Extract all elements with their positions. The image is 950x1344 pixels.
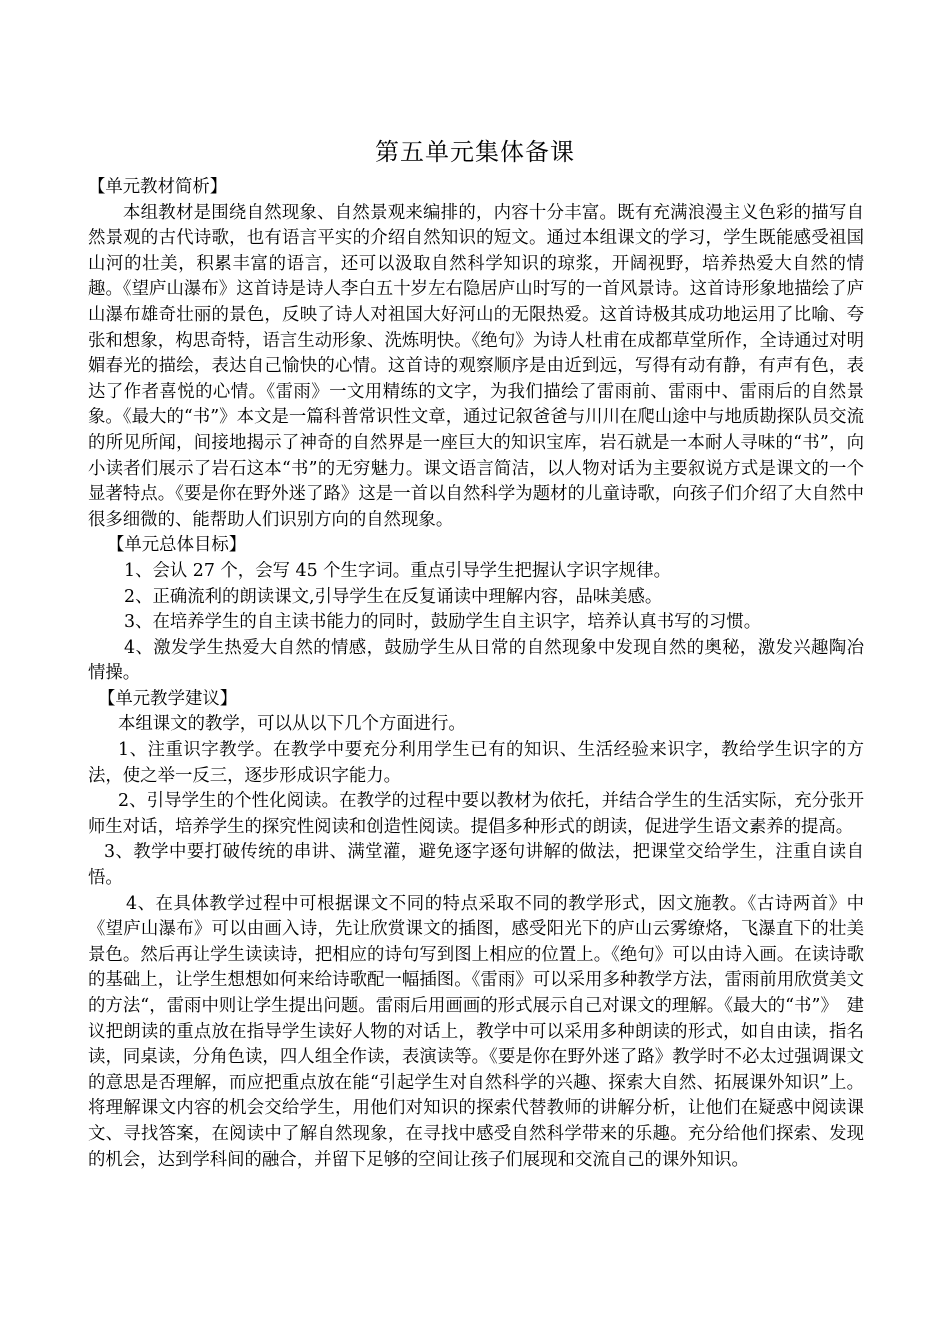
- page-title: 第五单元集体备课: [375, 138, 575, 166]
- goal-item-4: 4、激发学生热爱大自然的情感，鼓励学生从日常的自然现象中发现自然的奥秘，激发兴趣陶冶情操。: [88, 637, 864, 684]
- suggestion-item-4: 4、在具体教学过程中可根据课文不同的特点采取不同的教学形式，因文施教。《古诗两首》中《望庐山瀑布》可以由画入诗，先让欣赏课文的插图，感受阳光下的庐山云雾缭烙，飞瀑直下的壮美景色。然后再让学生读读诗，把相应的诗句写到图上相应的位置上。《绝句》可以由诗入画。在读诗歌的基础上，让学生想想如何来给诗歌配一幅插图。《雷雨》可以采用多种教学方法，雷雨前用欣赏美文的方法“，雷雨中则让学生提出问题。雷雨后用画画的形式展示自己对课文的理解。《最大的“书”》 建议把朗读的重点放在指导学生读好人物的对话上，教学中可以采用多种朗读的形式，如自由读，指名读，同桌读，分角色读，四人组全作读，表演读等。《要是你在野外迷了路》教学时不必太过强调课文的意思是否理解，而应把重点放在能“引起学生对自然科学的兴趣、探索大自然、拓展课外知识”上。将理解课文内容的机会交给学生，用他们对知识的探索代替教师的讲解分析，让他们在疑惑中阅读课文、寻找答案，在阅读中了解自然现象，在寻找中感受自然科学带来的乐趣。充分给他们探索、发现的机会，达到学科间的融合，并留下足够的空间让孩子们展现和交流自己的课外知识。: [88, 893, 864, 1170]
- section-heading-suggestions: 【单元教学建议】: [98, 688, 238, 709]
- suggestion-item-2: 2、引导学生的个性化阅读。在教学的过程中要以教材为依托，并结合学生的生活实际，充分张开师生对话，培养学生的探究性阅读和创造性阅读。提倡多种形式的朗读，促进学生语文素养的提高。: [88, 791, 864, 837]
- suggestion-item-1: 1、注重识字教学。在教学中要充分利用学生已有的知识、生活经验来识字，教给学生识字的方法，使之举一反三，逐步形成识字能力。: [88, 740, 864, 786]
- goal-item-2: 2、正确流利的朗读课文,引导学生在反复诵读中理解内容，品味美感。: [124, 586, 663, 607]
- goal-item-1: 1、会认 27 个，会写 45 个生字词。重点引导学生把握认字识字规律。: [124, 560, 671, 581]
- section-heading-goals: 【单元总体目标】: [107, 535, 247, 556]
- document-body: [88, 175, 864, 1173]
- goal-item-3: 3、在培养学生的自主读书能力的同时，鼓励学生自主识字，培养认真书写的习惯。: [124, 612, 762, 633]
- analysis-paragraph: 本组教材是围绕自然现象、自然景观来编排的，内容十分丰富。既有充满浪漫主义色彩的描写自然景观的古代诗歌，也有语言平实的介绍自然知识的短文。通过本组课文的学习，学生既能感受祖国山河的壮美，积累丰富的语言，还可以汲取自然科学知识的琼浆，开阔视野，培养热爱大自然的情趣。《望庐山瀑布》这首诗是诗人李白五十岁左右隐居庐山时写的一首风景诗。这首诗形象地描绘了庐山瀑布雄奇壮丽的景色，反映了诗人对祖国大好河山的无限热爱。这首诗极其成功地运用了比喻、夸张和想象，构思奇特，语言生动形象、洗炼明快。《绝句》为诗人杜甫在成都草堂所作，全诗通过对明媚春光的描绘，表达自己愉快的心情。这首诗的观察顺序是由近到远，写得有动有静，有声有色，表达了作者喜悦的心情。《雷雨》一文用精练的文字，为我们描绘了雷雨前、雷雨中、雷雨后的自然景象。《最大的“书”》本文是一篇科普常识性文章，通过记叙爸爸与川川在爬山途中与地质勘探队员交流的所见所闻，间接地揭示了神奇的自然界是一座巨大的知识宝库，岩石就是一本耐人寻味的“书”，向小读者们展示了岩石这本“书”的无穷魅力。课文语言简洁，以人物对话为主要叙说方式是课文的一个显著特点。《要是你在野外迷了路》这是一首以自然科学为题材的儿童诗歌，向孩子们介绍了大自然中很多细微的、能帮助人们识别方向的自然现象。: [88, 202, 864, 530]
- suggestion-item-3: 3、教学中要打破传统的串讲、满堂灌，避免逐字逐句讲解的做法，把课堂交给学生，注重自读自悟。: [88, 842, 864, 889]
- section-heading-analysis: 【单元教材简析】: [88, 177, 228, 197]
- suggestions-intro: 本组课文的教学，可以从以下几个方面进行。: [118, 714, 466, 735]
